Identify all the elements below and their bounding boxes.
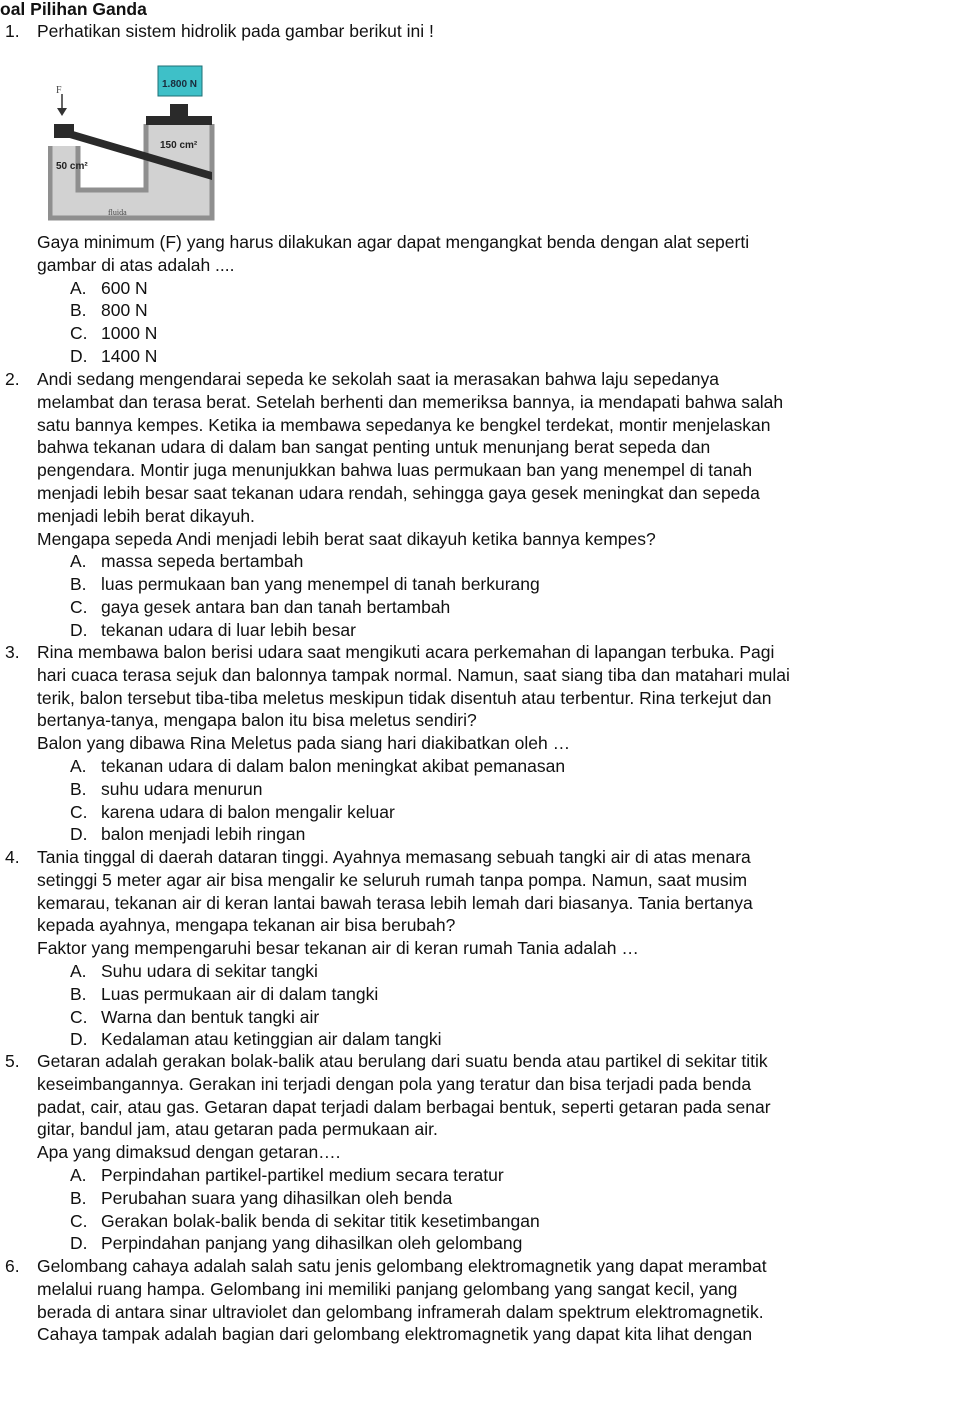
large-piston bbox=[146, 116, 212, 125]
question-text: Perhatikan sistem hidrolik pada gambar berikut ini ! bbox=[37, 21, 434, 41]
question-number: 2. bbox=[5, 369, 20, 389]
question-number: 1. bbox=[5, 21, 20, 41]
hydraulic-system-figure bbox=[48, 58, 218, 224]
question-4: 4. Tania tinggal di daerah dataran tinggi. Ayahnya memasang sebuah tangki air di atas menara setinggi 5 meter agar air bisa mengalir ke seluruh rumah tanpa pompa. Namun, saat musim kemarau, tekanan air di keran lantai bawah terasa lebih lemah dari biasanya. Tania bertanya kepada ayahnya, mengapa tekanan air bisa berubah? Faktor yang mempengaruhi besar tekanan air di keran rumah Tania adalah … A. Suhu udara di sekitar tangki B. Luas permukaan air di dalam tangki C. Warna dan bentuk tangki air D. Kedalaman atau ketinggian air dalam tangki bbox=[0, 846, 955, 1051]
question-1-prompt bbox=[0, 231, 955, 368]
option-b[interactable]: B. Perubahan suara yang dihasilkan oleh benda bbox=[70, 1187, 453, 1208]
question-number: 4. bbox=[5, 847, 20, 867]
question-prompt: Mengapa sepeda Andi menjadi lebih berat saat dikayuh ketika bannya kempes? bbox=[37, 528, 656, 549]
load-label: 1.800 N bbox=[162, 79, 198, 90]
force-label: F bbox=[56, 85, 62, 96]
question-3: 3. Rina membawa balon berisi udara saat mengikuti acara perkemahan di lapangan terbuka. Pagi hari cuaca terasa sejuk dan balonnya tampak normal. Namun, saat siang tiba dan matahari mulai terik, balon tersebut tiba-tiba meletus meskipun tidak disentuh atau terbentur. Rina terkejut dan bertanya-tanya, mengapa balon itu bisa meletus sendiri? Balon yang dibawa Rina Meletus pada siang hari diakibatkan oleh … A. tekanan udara di dalam balon meningkat akibat pemanasan B. suhu udara menurun C. karena udara di balon mengalir keluar D. balon menjadi lebih ringan bbox=[0, 641, 955, 846]
question-5: 5. Getaran adalah gerakan bolak-balik atau berulang dari suatu benda atau partikel di sekitar titik keseimbangannya. Gerakan ini terjadi dengan pola yang teratur dan bisa terjadi pada benda padat, cair, atau gas. Getaran dapat terjadi dalam berbagai bentuk, seperti getaran pada senar gitar, bandul jam, atau getaran pada permukaan air. Apa yang dimaksud dengan getaran…. A. Perpindahan partikel-partikel medium secara teratur B. Perubahan suara yang dihasilkan oleh benda C. Gerakan bolak-balik benda di sekitar titik kesetimbangan D. Perpindahan panjang yang dihasilkan oleh gelombang bbox=[0, 1050, 955, 1255]
question-6: 6. Gelombang cahaya adalah salah satu jenis gelombang elektromagnetik yang dapat merambat melalui ruang hampa. Gelombang ini memiliki panjang gelombang yang sangat kecil, yang berada di antara sinar ultraviolet dan gelombang inframerah dalam spektrum elektromagnetik. Cahaya tampak adalah bagian dari gelombang elektromagnetik yang dapat kita lihat dengan bbox=[5, 1256, 767, 1345]
large-area-label: 150 cm² bbox=[160, 140, 198, 151]
option-c[interactable]: C. Warna dan bentuk tangki air bbox=[70, 1006, 320, 1027]
option-a[interactable]: A. tekanan udara di dalam balon meningkat akibat pemanasan bbox=[70, 755, 566, 776]
option-b[interactable]: B. 800 N bbox=[70, 300, 148, 321]
question-number: 3. bbox=[5, 642, 20, 662]
question-prompt: gambar di atas adalah .... bbox=[37, 254, 235, 275]
fluid-label: fluida bbox=[108, 208, 127, 217]
option-d[interactable]: D. Kedalaman atau ketinggian air dalam tangki bbox=[70, 1029, 442, 1050]
question-prompt: Gaya minimum (F) yang harus dilakukan agar dapat mengangkat benda dengan alat seperti bbox=[37, 232, 750, 252]
option-a[interactable]: A. Perpindahan partikel-partikel medium secara teratur bbox=[70, 1164, 504, 1185]
question-prompt: Apa yang dimaksud dengan getaran…. bbox=[37, 1142, 341, 1163]
option-c[interactable]: C. 1000 N bbox=[70, 323, 158, 344]
question-number: 5. bbox=[5, 1051, 20, 1071]
question-2: 2. Andi sedang mengendarai sepeda ke sekolah saat ia merasakan bahwa laju sepedanya melambat dan terasa berat. Setelah berhenti dan memeriksa bannya, ia mendapati bahwa salah satu bannya kempes. Ketika ia membawa sepedanya ke bengkel terdekat, montir menjelaskan bahwa tekanan udara di dalam ban sangat penting untuk menunjang berat sepeda dan pengendara. Montir juga menunjukkan bahwa luas permukaan ban yang menempel di tanah menjadi lebih besar saat tekanan udara rendah, sehingga gaya gesek meningkat dan sepeda menjadi lebih berat dikayuh. Mengapa sepeda Andi menjadi lebih berat saat dikayuh ketika bannya kempes? A. massa sepeda bertambah B. luas permukaan ban yang menempel di tanah berkurang C. gaya gesek antara ban dan tanah bertambah D. tekanan udara di luar lebih besar bbox=[0, 368, 955, 642]
option-d[interactable]: D. Perpindahan panjang yang dihasilkan oleh gelombang bbox=[70, 1233, 523, 1254]
question-prompt: Faktor yang mempengaruhi besar tekanan air di keran rumah Tania adalah … bbox=[37, 938, 639, 959]
option-a[interactable]: A. 600 N bbox=[70, 277, 148, 298]
question-prompt: Balon yang dibawa Rina Meletus pada siang hari diakibatkan oleh … bbox=[37, 733, 571, 754]
option-a[interactable]: A. massa sepeda bertambah bbox=[70, 551, 304, 572]
small-piston bbox=[54, 124, 74, 138]
option-c[interactable]: C. Gerakan bolak-balik benda di sekitar titik kesetimbangan bbox=[70, 1210, 540, 1231]
page-title: oal Pilihan Ganda bbox=[0, 0, 147, 19]
option-b[interactable]: B. Luas permukaan air di dalam tangki bbox=[70, 983, 379, 1004]
option-d[interactable]: D. balon menjadi lebih ringan bbox=[70, 824, 306, 845]
option-d[interactable]: D. tekanan udara di luar lebih besar bbox=[70, 619, 356, 640]
question-number: 6. bbox=[5, 1256, 20, 1276]
option-c[interactable]: C. karena udara di balon mengalir keluar bbox=[70, 801, 395, 822]
option-c[interactable]: C. gaya gesek antara ban dan tanah bertambah bbox=[70, 596, 451, 617]
option-b[interactable]: B. luas permukaan ban yang menempel di tanah berkurang bbox=[70, 574, 540, 595]
option-d[interactable]: D. 1400 N bbox=[70, 345, 158, 366]
option-b[interactable]: B. suhu udara menurun bbox=[70, 778, 263, 799]
small-area-label: 50 cm² bbox=[56, 161, 88, 172]
question-1 bbox=[0, 20, 955, 43]
option-a[interactable]: A. Suhu udara di sekitar tangki bbox=[70, 960, 318, 981]
